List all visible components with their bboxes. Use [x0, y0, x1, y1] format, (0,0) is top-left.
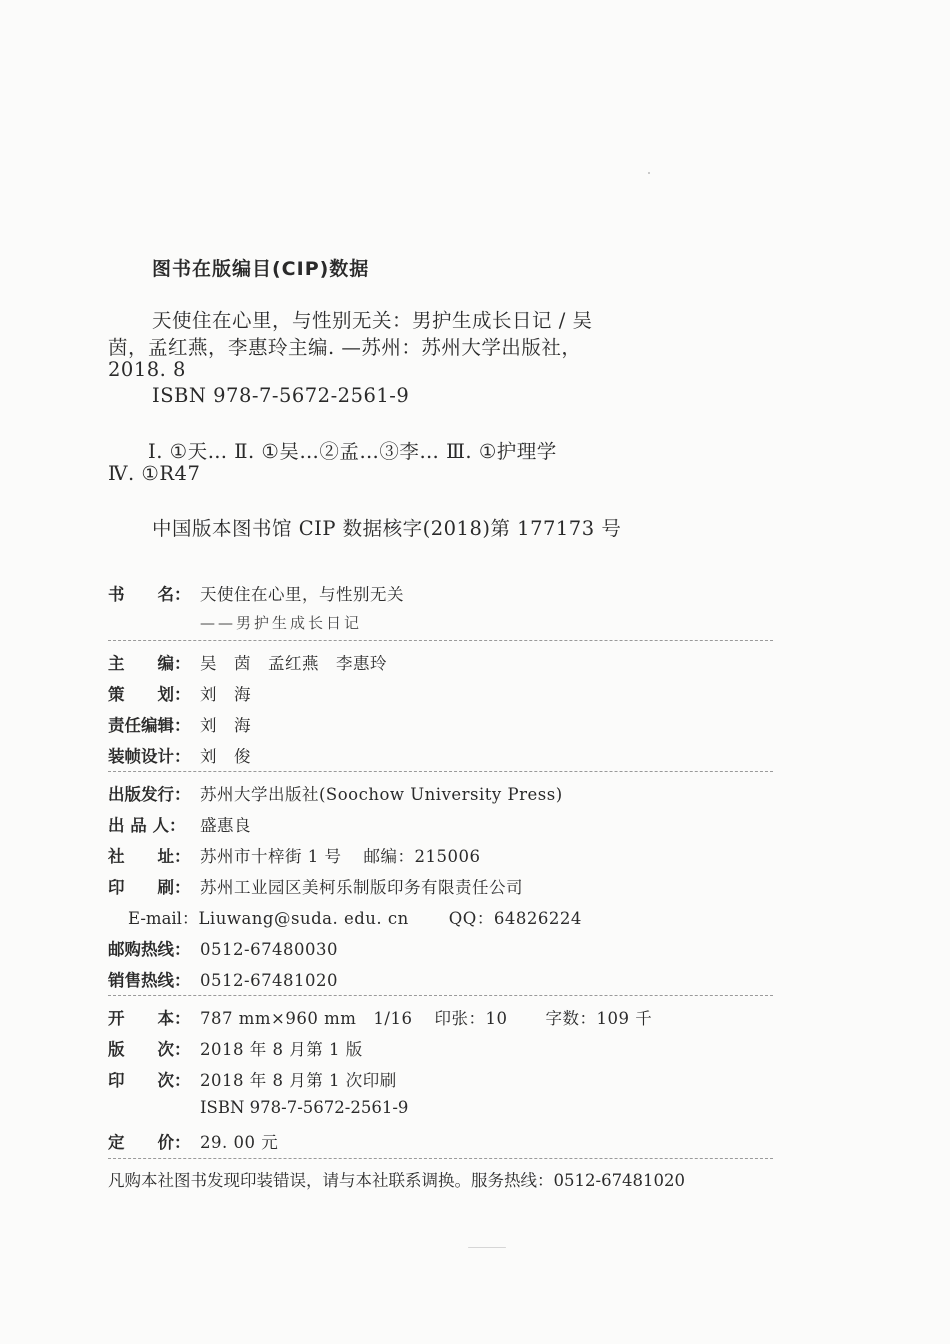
footer-note: 凡购本社图书发现印装错误，请与本社联系调换。服务热线：0512-67481020	[108, 1171, 686, 1190]
designer: 刘 俊	[200, 747, 251, 766]
producer-row	[108, 812, 251, 836]
editor-label: 主 编：	[108, 654, 191, 673]
price: 29. 00 元	[200, 1133, 279, 1152]
address: 苏州市十梓街 1 号	[200, 847, 342, 866]
book-name: 天使住在心里，与性别无关	[200, 585, 404, 604]
divider	[108, 771, 773, 772]
mail-order-label: 邮购热线：	[108, 940, 191, 959]
publisher-row	[108, 781, 563, 805]
resp-editor-row	[108, 712, 251, 736]
resp-editor-label: 责任编辑：	[108, 716, 191, 735]
cip-line-3: 2018. 8	[108, 358, 186, 381]
cip-line-2: 茵，孟红燕，李惠玲主编. —苏州：苏州大学出版社，	[108, 336, 582, 359]
publisher-label: 出版发行：	[108, 785, 191, 804]
printer: 苏州工业园区美柯乐制版印务有限责任公司	[200, 878, 523, 897]
printer-label: 印 刷：	[108, 878, 191, 897]
price-label: 定 价：	[108, 1133, 191, 1152]
edition-label: 版 次：	[108, 1040, 191, 1059]
format-label: 开 本：	[108, 1009, 191, 1028]
format-row	[108, 1005, 652, 1029]
printing-row	[108, 1067, 397, 1091]
email-label: E-mail：	[128, 909, 199, 928]
publisher: 苏州大学出版社(Soochow University Press)	[200, 785, 563, 804]
mail-order-row	[108, 936, 338, 960]
book-name-label: 书 名：	[108, 585, 191, 604]
address-label: 社 址：	[108, 847, 191, 866]
mail-order-phone: 0512-67480030	[200, 940, 339, 959]
printing: 2018 年 8 月第 1 次印刷	[200, 1071, 397, 1090]
printer-row	[108, 874, 523, 898]
email-row	[128, 905, 582, 929]
cip-classification-1: Ⅰ. ①天… Ⅱ. ①吴…②孟…③李… Ⅲ. ①护理学	[148, 440, 557, 463]
cip-classification-2: Ⅳ. ①R47	[108, 462, 201, 485]
book-subtitle: ——男护生成长日记	[200, 614, 363, 632]
resp-editor: 刘 海	[200, 716, 251, 735]
address-row	[108, 843, 481, 867]
email: Liuwang@suda. edu. cn	[198, 909, 409, 928]
isbn: ISBN 978-7-5672-2561-9	[200, 1098, 409, 1117]
design-row	[108, 743, 251, 767]
format: 787 mm×960 mm 1/16	[200, 1009, 413, 1028]
printing-label: 印 次：	[108, 1071, 191, 1090]
edition: 2018 年 8 月第 1 版	[200, 1040, 363, 1059]
planner: 刘 海	[200, 685, 251, 704]
sales-phone: 0512-67481020	[200, 971, 339, 990]
qq: QQ：64826224	[448, 909, 582, 928]
edition-row	[108, 1036, 363, 1060]
cip-title: 图书在版编目(CIP)数据	[152, 258, 370, 280]
planner-row	[108, 681, 251, 705]
sales-label: 销售热线：	[108, 971, 191, 990]
postcode: 邮编：215006	[363, 847, 481, 866]
scan-speck	[648, 172, 650, 174]
sheets: 印张：10	[434, 1009, 508, 1028]
producer: 盛惠良	[200, 816, 251, 835]
editor-row	[108, 650, 387, 674]
cip-isbn: ISBN 978-7-5672-2561-9	[152, 384, 410, 407]
producer-label: 出 品 人：	[108, 816, 186, 835]
price-row	[108, 1129, 278, 1153]
divider	[108, 1158, 773, 1159]
cip-line-1: 天使住在心里，与性别无关：男护生成长日记 / 吴	[152, 309, 593, 332]
design-label: 装帧设计：	[108, 747, 191, 766]
cip-record-number: 中国版本图书馆 CIP 数据核字(2018)第 177173 号	[152, 517, 622, 540]
word-count: 字数：109 千	[545, 1009, 653, 1028]
planner-label: 策 划：	[108, 685, 191, 704]
divider	[108, 640, 773, 641]
editors: 吴 茵 孟红燕 李惠玲	[200, 654, 387, 673]
sales-row	[108, 967, 338, 991]
divider	[108, 995, 773, 996]
book-name-row	[108, 581, 404, 605]
scan-speck	[468, 1247, 506, 1248]
